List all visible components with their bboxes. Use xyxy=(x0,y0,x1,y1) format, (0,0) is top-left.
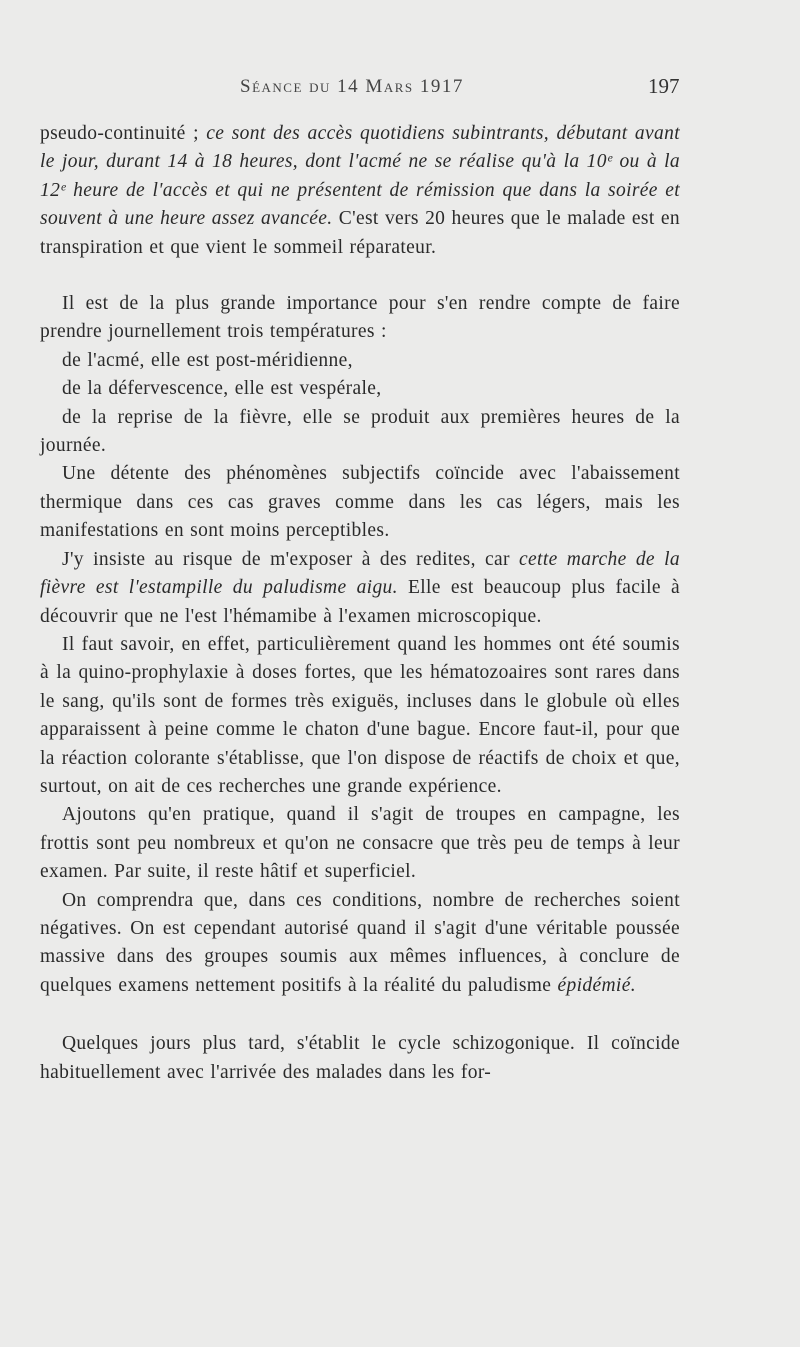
paragraph-1 xyxy=(40,120,680,262)
p4-text-c: Elle est beaucoup plus facile à découvrir que ne l'est l'hémamibe à l'examen microscopique. xyxy=(40,577,680,627)
page-number: 197 xyxy=(648,74,680,98)
p1-text-a: pseudo-continuité ; xyxy=(40,123,207,144)
paragraph-2: Il est de la plus grande importance pour s'en rendre compte de faire prendre journellement trois températures : xyxy=(40,293,680,343)
p7-text-a: On comprendra que, dans ces conditions, nombre de recherches soient négatives. On est cependant autorisé quand il s'agit d'une véritable poussée massive dans des groupes soumis aux mêmes influences, à conclure de quelques examens nettement positifs à la réalité du paludisme xyxy=(40,889,680,996)
body-text xyxy=(40,120,680,1087)
paragraph-7 xyxy=(40,887,680,1001)
paragraph-3: Une détente des phénomènes subjectifs coïncide avec l'abaissement thermique dans ces cas graves comme dans les cas légers, mais les manifestations en sont moins perceptibles. xyxy=(40,463,680,542)
p1-text-c: C'est vers 20 heures que le malade est en transpiration et que vient le sommeil réparateur. xyxy=(40,208,681,258)
p7-italic: épidémié. xyxy=(557,974,636,996)
p4-italic: cette marche de la fièvre est l'estampille du paludisme aigu. xyxy=(40,548,680,599)
paragraph-8: Quelques jours plus tard, s'établit le cycle schizogonique. Il coïncide habituellement avec l'arrivée des malades dans les for- xyxy=(40,1033,680,1083)
paragraph-4 xyxy=(40,546,680,631)
p1-italic: ce sont des accès quotidiens subintrants, débutant avant le jour, durant 14 à 18 heures, dont l'acmé ne se réalise qu'à la 10ᵉ ou à la 12ᵉ heure de l'accès et qui ne présentent de rémission que dans la soirée et souvent à une heure assez avancée. xyxy=(40,123,680,230)
list-item-acme: de l'acmé, elle est post-méridienne, xyxy=(62,349,353,371)
p4-text-a: J'y insiste au risque de m'exposer à des redites, car xyxy=(62,548,520,570)
paragraph-5: Il faut savoir, en effet, particulièrement quand les hommes ont été soumis à la quino-prophylaxie à doses fortes, que les hématozoaires sont rares dans le sang, qu'ils sont de formes très exiguës, incluses dans le globule où elles apparaissent à peine comme le chaton d'une bague. Encore faut-il, pour que la réaction colorante s'établisse, que l'on dispose de réactifs de choix et que, surtout, on ait de ces recherches une grande expérience. xyxy=(40,633,680,797)
page-header xyxy=(0,72,800,102)
list-item-defervescence: de la défervescence, elle est vespérale, xyxy=(62,378,382,400)
running-title: Séance du 14 Mars 1917 xyxy=(240,76,464,97)
paragraph-6: Ajoutons qu'en pratique, quand il s'agit de troupes en campagne, les frottis sont peu nombreux et qu'on ne consacre que très peu de temps à leur examen. Par suite, il reste hâtif et superficiel. xyxy=(40,804,680,883)
list-item-reprise: de la reprise de la fièvre, elle se produit aux premières heures de la journée. xyxy=(40,406,680,457)
